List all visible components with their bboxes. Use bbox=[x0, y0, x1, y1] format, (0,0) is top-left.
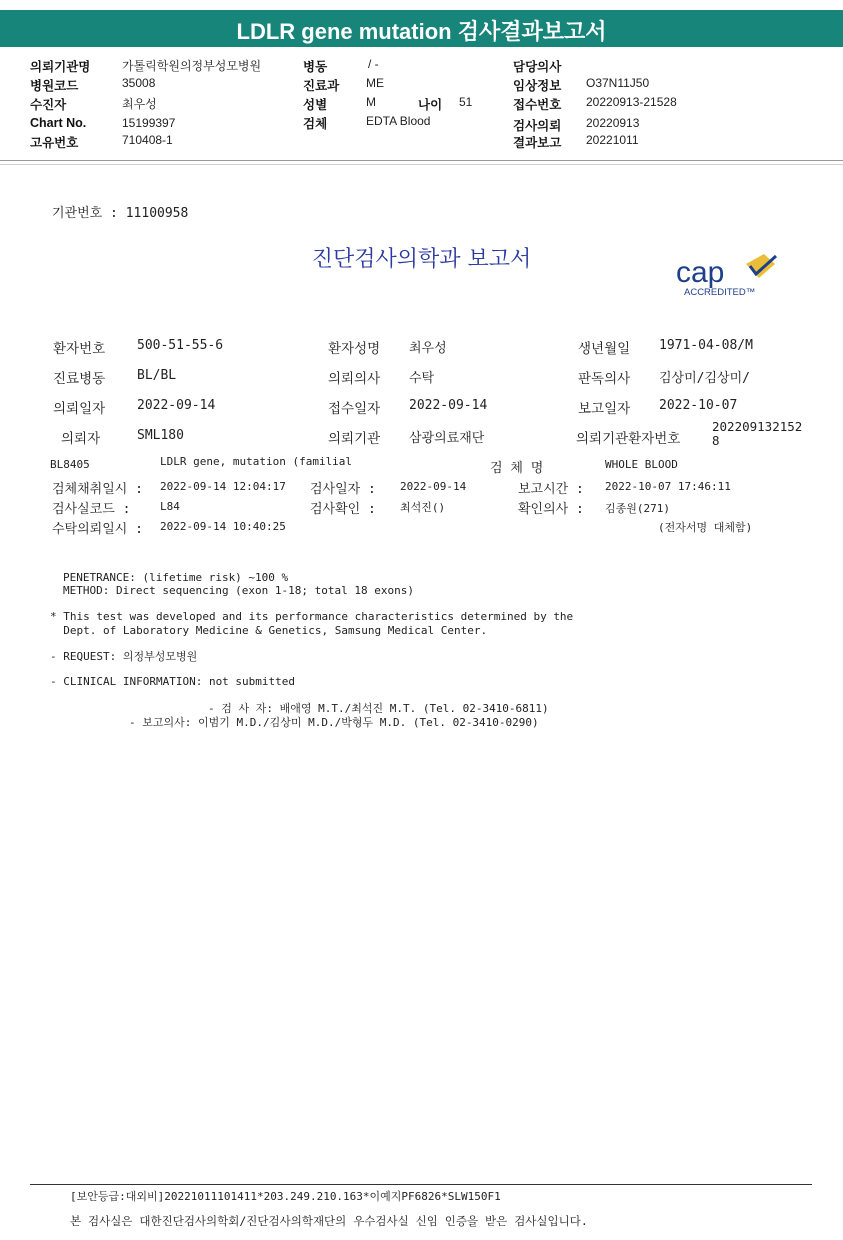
page-title: LDLR gene mutation 검사결과보고서 bbox=[236, 19, 607, 44]
header-value: / - bbox=[368, 57, 379, 71]
body-line: METHOD: Direct sequencing (exon 1-18; total 18 exons) bbox=[63, 584, 414, 597]
cap-accredited-logo bbox=[676, 250, 786, 300]
test-key: 검체채취일시 : bbox=[52, 482, 144, 497]
body-line: * This test was developed and its performance characteristics determined by the bbox=[50, 610, 574, 623]
header-key: 의뢰기관명 bbox=[30, 60, 91, 74]
header-key: 고유번호 bbox=[30, 136, 79, 150]
specimen-value: WHOLE BLOOD bbox=[605, 458, 678, 471]
body-line: - CLINICAL INFORMATION: not submitted bbox=[50, 675, 296, 688]
header-value: ME bbox=[366, 76, 384, 90]
test-name: LDLR gene, mutation (familial bbox=[160, 455, 353, 468]
patient-key: 의뢰자 bbox=[61, 431, 101, 447]
body-line: Dept. of Laboratory Medicine & Genetics, Samsung Medical Center. bbox=[50, 624, 488, 637]
test-value: 2022-10-07 17:46:11 bbox=[605, 480, 731, 493]
header-value: O37N11J50 bbox=[586, 76, 650, 90]
test-key: 검사일자 : bbox=[310, 482, 376, 497]
test-key: 검사실코드 : bbox=[52, 502, 131, 517]
header-key: 수진자 bbox=[30, 98, 67, 112]
test-value: L84 bbox=[160, 500, 180, 513]
test-key: 보고시간 : bbox=[518, 482, 584, 497]
test-key: 확인의사 : bbox=[518, 502, 584, 517]
certification-line: 본 검사실은 대한진단검사의학회/진단검사의학재단의 우수검사실 신임 인증을 받은 검사실입니다. bbox=[70, 1214, 588, 1228]
patient-value: 2022-09-14 bbox=[137, 398, 216, 413]
header-key: 접수번호 bbox=[513, 98, 562, 112]
test-key: 검사확인 : bbox=[310, 502, 376, 517]
header-key: 검체 bbox=[303, 117, 328, 131]
patient-value: 최우성 bbox=[409, 341, 447, 356]
patient-key: 의뢰의사 bbox=[328, 371, 381, 387]
patient-value: 김상미/김상미/ bbox=[659, 371, 751, 386]
test-value: 최석진() bbox=[400, 501, 446, 514]
header-value: 20220913-21528 bbox=[586, 95, 677, 109]
header-key: 결과보고 bbox=[513, 136, 562, 150]
age-label: 나이 bbox=[418, 98, 443, 112]
divider bbox=[0, 164, 843, 165]
patient-value: 삼광의료재단 bbox=[409, 431, 485, 446]
title-bar bbox=[0, 10, 843, 47]
header-key: Chart No. bbox=[30, 116, 87, 130]
e-signature-note: (전자서명 대체함) bbox=[658, 521, 753, 534]
patient-key: 의뢰일자 bbox=[53, 401, 106, 417]
cap-logo-word: cap bbox=[676, 256, 725, 289]
specimen-label: 검 체 명 bbox=[490, 461, 544, 476]
header-value: 가톨릭학원의정부성모병원 bbox=[122, 59, 262, 73]
body-line: PENETRANCE: (lifetime risk) ~100 % bbox=[63, 571, 289, 584]
patient-value: SML180 bbox=[137, 428, 184, 443]
header-value: 35008 bbox=[122, 76, 156, 90]
test-code: BL8405 bbox=[50, 458, 90, 471]
header-value: M bbox=[366, 95, 376, 109]
footer-divider bbox=[30, 1184, 812, 1185]
divider bbox=[0, 160, 843, 161]
patient-value: 2022-10-07 bbox=[659, 398, 738, 413]
patient-value: 수탁 bbox=[409, 371, 435, 386]
security-line: [보안등급:대외비]20221011101411*203.249.210.163*이예지PF6826*SLW150F1 bbox=[70, 1190, 501, 1203]
test-value: 김종원(271) bbox=[605, 502, 670, 515]
header-value: EDTA Blood bbox=[366, 114, 431, 128]
patient-key: 판독의사 bbox=[578, 371, 631, 387]
header-key: 임상정보 bbox=[513, 79, 562, 93]
header-value: 710408-1 bbox=[122, 133, 173, 147]
patient-key: 의뢰기관환자번호 bbox=[576, 431, 681, 447]
test-value: 2022-09-14 10:40:25 bbox=[160, 520, 286, 533]
body-line: - 보고의사: 이범기 M.D./김상미 M.D./박형두 M.D. (Tel. 02-3410-0290) bbox=[129, 716, 539, 729]
header-key: 검사의뢰 bbox=[513, 119, 562, 133]
patient-value: 1971-04-08/M bbox=[659, 338, 753, 353]
institution-number: 기관번호 : 11100958 bbox=[52, 206, 189, 221]
patient-key: 접수일자 bbox=[328, 401, 381, 417]
patient-key: 생년월일 bbox=[578, 341, 631, 357]
patient-value: 500-51-55-6 bbox=[137, 338, 224, 353]
patient-value: 202209132152 8 bbox=[712, 419, 803, 448]
header-key: 담당의사 bbox=[513, 60, 562, 74]
test-key: 수탁의뢰일시 : bbox=[52, 522, 144, 537]
header-value: 20220913 bbox=[586, 116, 640, 130]
header-value: 최우성 bbox=[122, 97, 157, 111]
header-value: 15199397 bbox=[122, 116, 176, 130]
header-value: 20221011 bbox=[586, 133, 639, 147]
header-key: 병동 bbox=[303, 60, 328, 74]
body-line: - REQUEST: 의정부성모병원 bbox=[50, 650, 198, 663]
patient-key: 보고일자 bbox=[578, 401, 631, 417]
patient-key: 의뢰기관 bbox=[328, 431, 381, 447]
patient-key: 진료병동 bbox=[53, 371, 106, 387]
report-title: 진단검사의학과 보고서 bbox=[311, 247, 532, 272]
test-value: 2022-09-14 bbox=[400, 480, 467, 493]
cap-logo-icon bbox=[676, 250, 786, 300]
patient-key: 환자번호 bbox=[53, 341, 106, 357]
patient-key: 환자성명 bbox=[328, 341, 381, 357]
cap-logo-sub: ACCREDITED™ bbox=[684, 287, 756, 298]
header-key: 진료과 bbox=[303, 79, 340, 93]
header-key: 성별 bbox=[303, 98, 328, 112]
patient-value: 2022-09-14 bbox=[409, 398, 488, 413]
age-value: 51 bbox=[459, 95, 473, 109]
header-key: 병원코드 bbox=[30, 79, 79, 93]
body-line: - 검 사 자: 배애영 M.T./최석진 M.T. (Tel. 02-3410-6811) bbox=[208, 702, 549, 715]
test-value: 2022-09-14 12:04:17 bbox=[160, 480, 286, 493]
patient-value: BL/BL bbox=[137, 368, 177, 383]
